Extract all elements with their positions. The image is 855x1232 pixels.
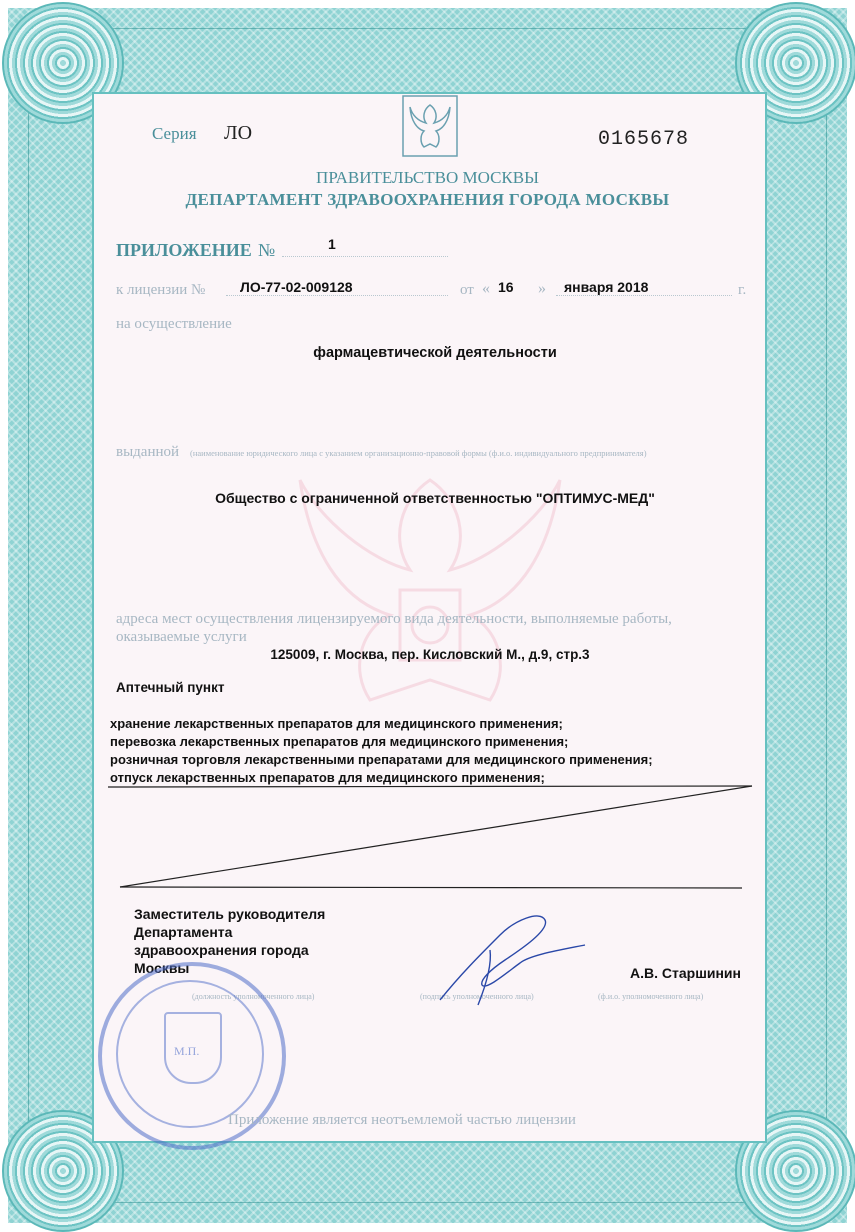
name-hint: (ф.и.о. уполномоченного лица) xyxy=(598,992,704,1001)
handwritten-signature xyxy=(420,905,590,1015)
signatory-position: Москвы xyxy=(134,960,190,976)
issued-label: выданной xyxy=(116,444,180,460)
background-emblem-icon xyxy=(280,440,580,740)
license-form-number: 0165678 xyxy=(598,128,690,151)
series-label: Серия xyxy=(152,124,197,143)
signatory-position: Департамента xyxy=(134,924,233,940)
department-title: ДЕПАРТАМЕНТ ЗДРАВООХРАНЕНИЯ ГОРОДА МОСКВЫ xyxy=(185,190,670,209)
service-item: отпуск лекарственных препаратов для медицинского применения; xyxy=(110,770,545,785)
license-month-year: января 2018 xyxy=(564,279,649,295)
license-appendix-document: Серия ЛО 0165678 ПРАВИТЕЛЬСТВО МОСКВЫ ДЕПАРТАМЕНТ ЗДРАВООХРАНЕНИЯ ГОРОДА МОСКВЫ ПРИЛОЖЕНИЕ № 1 к лицензии № ЛО-77-02-009128 от « 16 » января 2018 г. на осуществление фармацевтической деятельности выданной (наименование юридического лица с указанием организационно-правовой формы (ф.и.о. индивидуального предпринимателя) Общество с ограниченной ответственностью "ОПТИМУС-МЕД" адреса мест осуществления лицензируемого вида деятельности, выполняемые работы, оказываемые услуги 125009, г. Москва, пер. Кисловский М., д.9, стр.3 Аптечный пункт хранение лекарственных препаратов для медицинского применения; перевозка лекарственных препаратов для медицинского применения; розничная торговля лекарственными препаратами для медицинского применения; отпуск лекарственных препаратов для медицинского применения; Заместитель руководителя Департамента здравоохранения города Москвы А.В. Старшинин (должность уполномоченного лица) (подпись уполномоченного лица) (ф.и.о. уполномоченного лица) М.П. Приложение является неотъемлемой частью лицензии xyxy=(0,0,855,1231)
address-label-line1: адреса мест осуществления лицензируемого вида деятельности, выполняемые работы, xyxy=(116,611,672,627)
address-value: 125009, г. Москва, пер. Кисловский М., д.9, стр.3 xyxy=(270,647,590,662)
license-number: ЛО-77-02-009128 xyxy=(240,279,353,295)
position-hint: (должность уполномоченного лица) xyxy=(192,992,315,1001)
activity-label: на осуществление xyxy=(116,316,232,332)
service-item: розничная торговля лекарственными препаратами для медицинского применения; xyxy=(110,752,653,767)
footer-note: Приложение является неотъемлемой частью лицензии xyxy=(228,1112,576,1128)
government-title: ПРАВИТЕЛЬСТВО МОСКВЫ xyxy=(316,168,539,187)
signatory-position: здравоохранения города xyxy=(134,942,309,958)
license-from: от xyxy=(460,282,474,298)
stamp-label: М.П. xyxy=(174,1044,200,1058)
licensee-name: Общество с ограниченной ответственностью "ОПТИМУС-МЕД" xyxy=(215,490,655,506)
signatory-name: А.В. Старшинин xyxy=(630,965,741,981)
appendix-number: 1 xyxy=(328,236,336,252)
z-cancellation-line xyxy=(100,780,760,895)
series-value: ЛО xyxy=(224,122,253,144)
activity-value: фармацевтической деятельности xyxy=(313,345,557,361)
appendix-label: ПРИЛОЖЕНИЕ xyxy=(116,240,252,260)
facility-type: Аптечный пункт xyxy=(116,680,225,695)
license-prefix: к лицензии № xyxy=(116,282,206,298)
license-day: 16 xyxy=(498,279,514,295)
signature-hint: (подпись уполномоченного лица) xyxy=(420,992,534,1001)
signatory-position: Заместитель руководителя xyxy=(134,906,326,922)
address-label-line2: оказываемые услуги xyxy=(116,629,247,645)
coat-of-arms-icon xyxy=(402,95,458,157)
issued-hint: (наименование юридического лица с указанием организационно-правовой формы (ф.и.о. индивидуального предпринимателя) xyxy=(190,448,647,458)
appendix-no-sign: № xyxy=(258,240,276,260)
service-item: перевозка лекарственных препаратов для медицинского применения; xyxy=(110,734,569,749)
service-item: хранение лекарственных препаратов для медицинского применения; xyxy=(110,716,563,731)
